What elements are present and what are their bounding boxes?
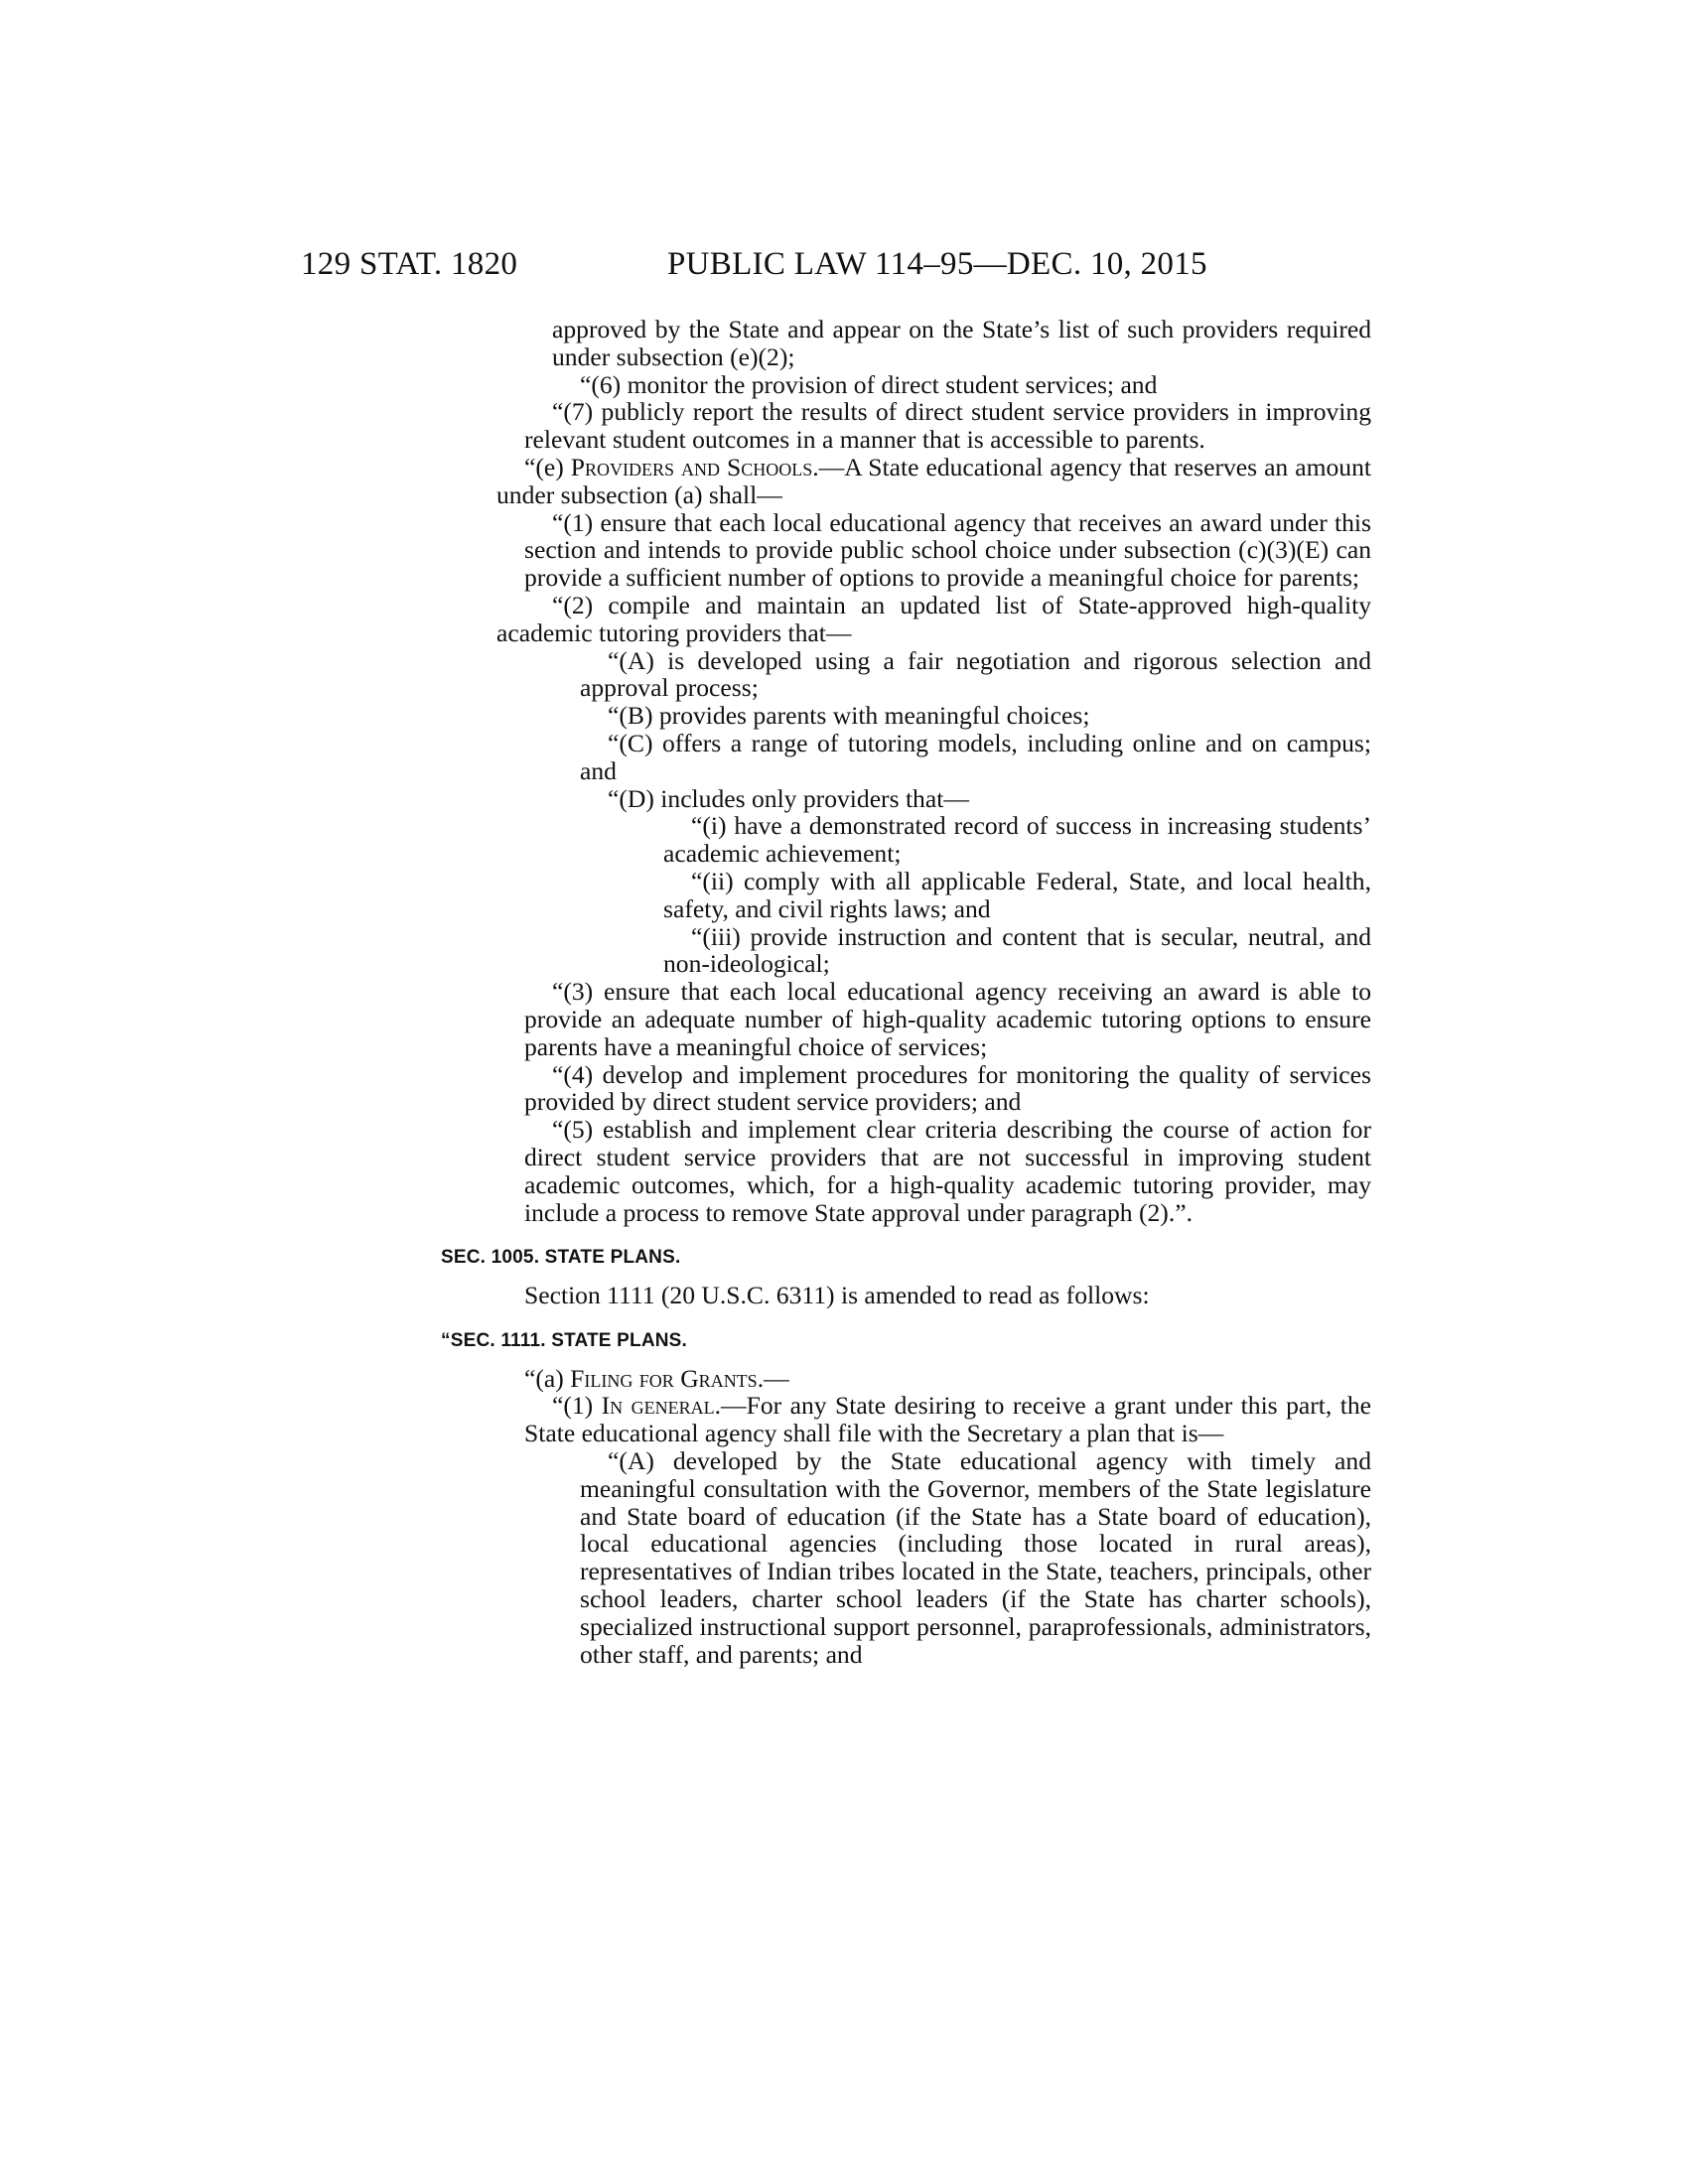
paragraph: “(ii) comply with all applicable Federal, State, and local health, safety, and civil rights laws; and (663, 866, 1371, 923)
paragraph: “(D) includes only providers that— (608, 783, 969, 813)
section-heading: “SEC. 1111. STATE PLANS. (441, 1329, 688, 1351)
paragraph-rest: .— (757, 1363, 789, 1393)
subsection-heading: Providers and Schools (570, 452, 813, 481)
paragraph-lead: “(1) (552, 1391, 602, 1421)
paragraph: “(C) offers a range of tutoring models, including online and on campus; and (580, 728, 1371, 785)
paragraph-subsection-e (496, 454, 1371, 509)
statute-text-body (441, 315, 1371, 1669)
running-header-title: PUBLIC LAW 114–95—DEC. 10, 2015 (667, 246, 1207, 282)
paragraph: “(6) monitor the provision of direct student services; and (580, 369, 1158, 399)
paragraph-1-in-general (496, 1392, 1371, 1447)
paragraph: “(5) establish and implement clear criteria describing the course of action for direct student service providers that are not successful in improving student academic outcomes, which, for a high-quality academic tutoring provider, may include a process to remove State approval under paragraph (2).”. (524, 1115, 1371, 1227)
paragraph: “(2) compile and maintain an updated list of State-approved high-quality academic tutoring providers that— (496, 590, 1371, 647)
paragraph: “(i) have a demonstrated record of success in increasing students’ academic achievement; (663, 811, 1371, 869)
paragraph: “(A) developed by the State educational agency with timely and meaningful consultation with the Governor, members of the State legislature and State board of education (if the State has a State board of education), local educational agencies (including those located in rural areas), representatives of Indian tribes located in the State, teachers, principals, other school leaders, charter school leaders (if the State has charter schools), specialized instructional support personnel, paraprofessionals, administrators, other staff, and parents; and (580, 1446, 1371, 1669)
paragraph: “(1) ensure that each local educational agency that receives an award under this section and intends to provide public school choice under subsection (c)(3)(E) can provide a sufficient number of options to provide a meaningful choice for parents; (524, 507, 1371, 593)
paragraph-heading: In general (601, 1391, 715, 1421)
paragraph: approved by the State and appear on the State’s list of such providers required under subsection (e)(2); (552, 315, 1371, 371)
page-stat-citation: 129 STAT. 1820 (301, 246, 518, 282)
paragraph: “(iii) provide instruction and content that is secular, neutral, and non-ideological; (663, 921, 1371, 979)
paragraph-lead: “(a) (524, 1363, 571, 1393)
paragraph: “(B) provides parents with meaningful choices; (608, 701, 1090, 731)
paragraph: “(A) is developed using a fair negotiation and rigorous selection and approval process; (580, 645, 1371, 703)
paragraph-rest: .—A State educational agency that reserves an amount under subsection (a) shall— (496, 452, 1371, 509)
subsection-heading: Filing for Grants (570, 1363, 758, 1393)
section-heading: SEC. 1005. STATE PLANS. (441, 1247, 681, 1269)
paragraph: “(3) ensure that each local educational agency receiving an award is able to provide an adequate number of high-quality academic tutoring options to ensure parents have a meaningful choice of services; (524, 977, 1371, 1061)
paragraph-subsection-a (496, 1365, 1371, 1393)
paragraph-lead: “(e) (524, 452, 571, 481)
paragraph-rest: .—For any State desiring to receive a grant under this part, the State educational agency shall file with the Secretary a plan that is— (524, 1391, 1371, 1448)
paragraph: Section 1111 (20 U.S.C. 6311) is amended to read as follows: (524, 1281, 1150, 1310)
paragraph: “(7) publicly report the results of direct student service providers in improving relevant student outcomes in a manner that is accessible to parents. (524, 397, 1371, 455)
paragraph: “(4) develop and implement procedures for monitoring the quality of services provided by direct student service providers; and (524, 1059, 1371, 1117)
